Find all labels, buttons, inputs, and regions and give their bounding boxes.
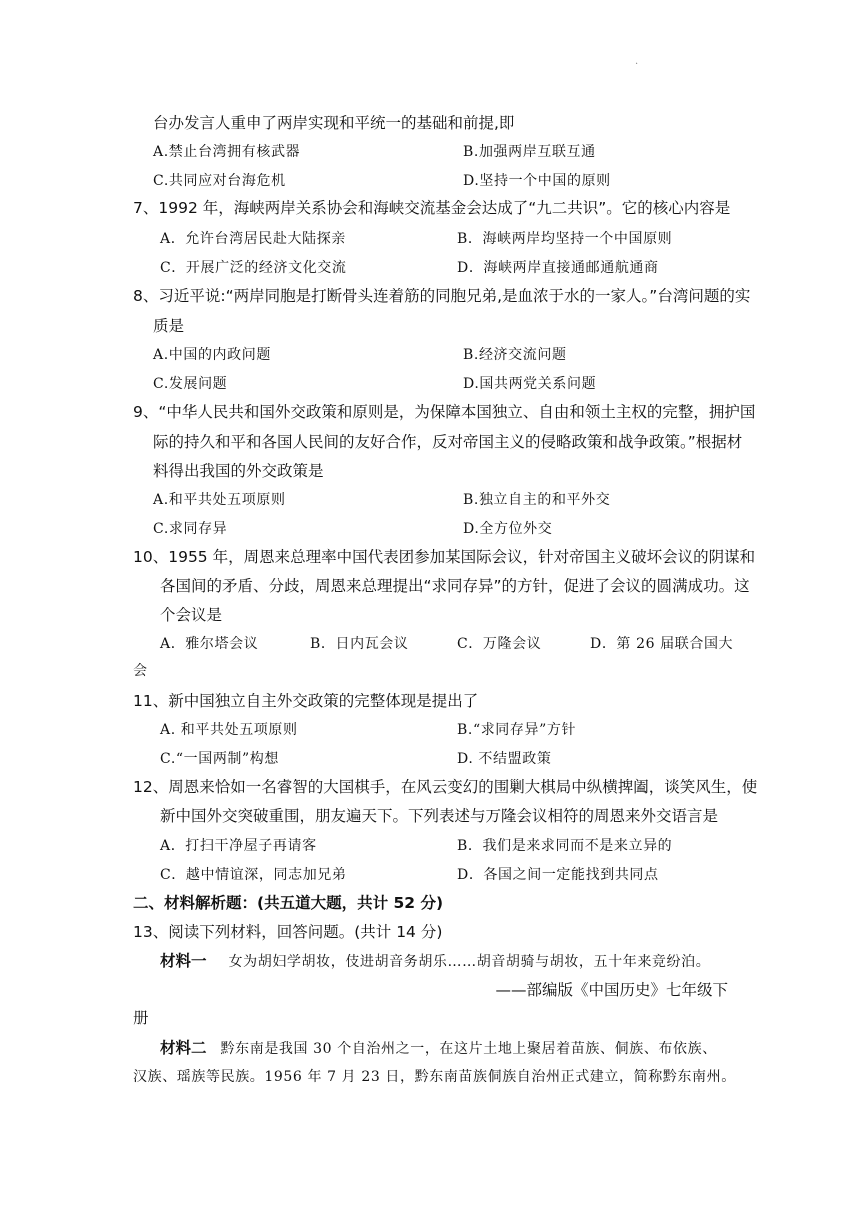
q8-stem-line2: 质是 bbox=[153, 317, 185, 335]
material-1-source: ——部编版《中国历史》七年级下 bbox=[495, 981, 728, 999]
material-1-source-wrap: 册 bbox=[133, 1009, 149, 1027]
q13-material-1 bbox=[160, 951, 710, 972]
q7-option-d: D．海峡两岸直接通邮通航通商 bbox=[457, 260, 659, 276]
q12-stem-line1: 12、周恩来恰如一名睿智的大国棋手，在风云变幻的围剿大棋局中纵横捭阖，谈笑风生，使 bbox=[133, 778, 758, 796]
material-2-label: 材料二 bbox=[160, 1039, 207, 1057]
q9-option-d: D.全方位外交 bbox=[463, 521, 553, 537]
q6-option-c: C.共同应对台海危机 bbox=[153, 173, 286, 189]
q13-stem: 13、阅读下列材料，回答问题。(共计 14 分) bbox=[133, 923, 443, 941]
page-mark: . bbox=[635, 56, 639, 67]
q12-option-d: D．各国之间一定能找到共同点 bbox=[457, 867, 659, 883]
q8-option-c: C.发展问题 bbox=[153, 376, 228, 392]
q10-stem-line1: 10、1955 年，周恩来总理率中国代表团参加某国际会议，针对帝国主义破坏会议的阴谋和 bbox=[133, 548, 756, 566]
q7-option-a: A．允许台湾居民赴大陆探亲 bbox=[160, 231, 346, 247]
q10-option-a: A．雅尔塔会议 bbox=[160, 636, 259, 652]
q10-stem-line3: 个会议是 bbox=[160, 606, 223, 624]
q13-material-2 bbox=[160, 1038, 717, 1059]
q7-stem: 7、1992 年，海峡两岸关系协会和海峡交流基金会达成了“九二共识”。它的核心内容是 bbox=[133, 199, 731, 217]
q6-stem: 台办发言人重申了两岸实现和平统一的基础和前提,即 bbox=[153, 114, 515, 132]
q11-option-a: A. 和平共处五项原则 bbox=[160, 722, 298, 738]
material-2-text-line1: 黔东南是我国 30 个自治州之一，在这片土地上聚居着苗族、侗族、布依族、 bbox=[220, 1041, 717, 1057]
q12-option-a: A．打扫干净屋子再请客 bbox=[160, 838, 317, 854]
q10-option-d-wrap: 会 bbox=[133, 663, 148, 679]
q10-option-c: C．万隆会议 bbox=[457, 636, 542, 652]
q10-stem-line2: 各国间的矛盾、分歧，周恩来总理提出“求同存异”的方针，促进了会议的圆满成功。这 bbox=[160, 577, 750, 595]
q12-stem-line2: 新中国外交突破重围，朋友遍天下。下列表述与万隆会议相符的周恩来外交语言是 bbox=[160, 807, 719, 825]
q7-option-b: B．海峡两岸均坚持一个中国原则 bbox=[457, 231, 673, 247]
q11-option-b: B.“求同存异”方针 bbox=[457, 722, 577, 738]
q11-stem: 11、新中国独立自主外交政策的完整体现是提出了 bbox=[133, 692, 479, 710]
q8-option-a: A.中国的内政问题 bbox=[153, 347, 271, 363]
q6-option-a: A.禁止台湾拥有核武器 bbox=[153, 144, 301, 160]
q6-option-d: D.坚持一个中国的原则 bbox=[463, 173, 611, 189]
q11-option-d: D. 不结盟政策 bbox=[457, 751, 552, 767]
q8-stem-line1: 8、习近平说:“两岸同胞是打断骨头连着筋的同胞兄弟,是血浓于水的一家人。”台湾问题的实 bbox=[133, 287, 751, 305]
q8-option-d: D.国共两党关系问题 bbox=[463, 376, 597, 392]
section-2-heading bbox=[133, 893, 443, 913]
q9-stem-line1: 9、“中华人民共和国外交政策和原则是，为保障本国独立、自由和领土主权的完整，拥护国 bbox=[133, 403, 756, 421]
q12-option-b: B．我们是来求同而不是来立异的 bbox=[457, 838, 673, 854]
q10-option-b: B．日内瓦会议 bbox=[310, 636, 409, 652]
section-2-title: 二、材料解析题：(共五道大题，共计 52 分) bbox=[133, 894, 444, 912]
material-2-text-line2: 汉族、瑶族等民族。1956 年 7 月 23 日，黔东南苗族侗族自治州正式建立，简称黔东南州。 bbox=[133, 1069, 736, 1085]
q9-stem-line2: 际的持久和平和各国人民间的友好合作，反对帝国主义的侵略政策和战争政策。”根据材 bbox=[153, 433, 743, 451]
q7-option-c: C．开展广泛的经济文化交流 bbox=[160, 260, 347, 276]
q10-option-d: D．第 26 届联合国大 bbox=[590, 636, 734, 652]
q12-option-c: C．越中情谊深，同志加兄弟 bbox=[160, 867, 347, 883]
q9-option-c: C.求同存异 bbox=[153, 521, 228, 537]
q6-option-b: B.加强两岸互联互通 bbox=[463, 144, 596, 160]
material-1-text: 女为胡妇学胡妆，伎进胡音务胡乐……胡音胡骑与胡妆，五十年来竞纷泊。 bbox=[228, 954, 711, 970]
q8-option-b: B.经济交流问题 bbox=[463, 347, 567, 363]
q9-stem-line3: 料得出我国的外交政策是 bbox=[153, 462, 324, 480]
q9-option-a: A.和平共处五项原则 bbox=[153, 492, 286, 508]
material-1-label: 材料一 bbox=[160, 952, 207, 970]
q9-option-b: B.独立自主的和平外交 bbox=[463, 492, 611, 508]
q11-option-c: C.“一国两制”构想 bbox=[160, 751, 279, 767]
